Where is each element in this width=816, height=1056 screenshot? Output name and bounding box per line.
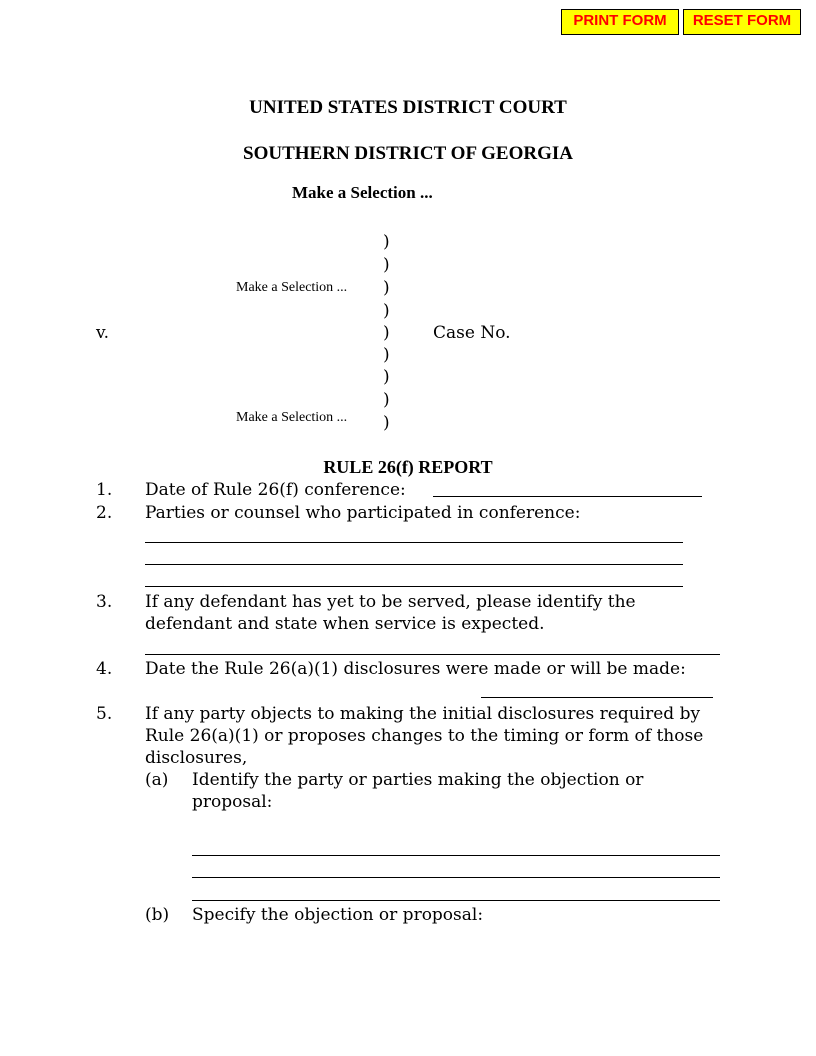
item-number: 5. [96,704,113,724]
sub-item-label: (b) [145,905,170,925]
participants-field[interactable] [145,542,683,543]
disclosures-date-field[interactable] [481,697,713,698]
caption-paren: ) [383,390,390,410]
division-select[interactable]: Make a Selection ... [292,183,433,202]
reset-form-button[interactable]: RESET FORM [683,9,801,35]
participants-field[interactable] [145,564,683,565]
item-number: 2. [96,503,113,523]
case-number-label: Case No. [433,323,511,343]
caption-paren: ) [383,323,390,343]
item-number: 3. [96,592,113,612]
plaintiff-select[interactable]: Make a Selection ... [236,280,348,295]
item-text: Rule 26(a)(1) or proposes changes to the timing or form of those [145,726,704,746]
item-text: disclosures, [145,748,248,768]
defendant-select[interactable]: Make a Selection ... [236,410,348,425]
caption-paren: ) [383,413,390,433]
caption-paren: ) [383,345,390,365]
item-text: defendant and state when service is expected. [145,614,545,634]
item-text: Date the Rule 26(a)(1) disclosures were made or will be made: [145,659,686,679]
objecting-party-field[interactable] [192,855,720,856]
caption-paren: ) [383,255,390,275]
item-text: Parties or counsel who participated in conference: [145,503,581,523]
caption-paren: ) [383,232,390,252]
unserved-defendant-field[interactable] [145,654,720,655]
item-text: If any party objects to making the initial disclosures required by [145,704,701,724]
item-text: Date of Rule 26(f) conference: [145,480,406,500]
caption-paren: ) [383,367,390,387]
item-number: 4. [96,659,113,679]
objecting-party-field[interactable] [192,877,720,878]
versus-label: v. [96,323,109,343]
sub-item-text: Identify the party or parties making the objection or [192,770,644,790]
print-form-button[interactable]: PRINT FORM [561,9,679,35]
objecting-party-field[interactable] [192,900,720,901]
item-number: 1. [96,480,113,500]
sub-item-label: (a) [145,770,169,790]
item-text: If any defendant has yet to be served, please identify the [145,592,636,612]
sub-item-text: Specify the objection or proposal: [192,905,484,925]
sub-item-text: proposal: [192,792,273,812]
court-name: UNITED STATES DISTRICT COURT [249,97,567,118]
district-name: SOUTHERN DISTRICT OF GEORGIA [243,143,573,164]
caption-paren: ) [383,278,390,298]
caption-paren: ) [383,301,390,321]
report-title: RULE 26(f) REPORT [323,457,493,477]
conference-date-field[interactable] [433,496,702,497]
participants-field[interactable] [145,586,683,587]
